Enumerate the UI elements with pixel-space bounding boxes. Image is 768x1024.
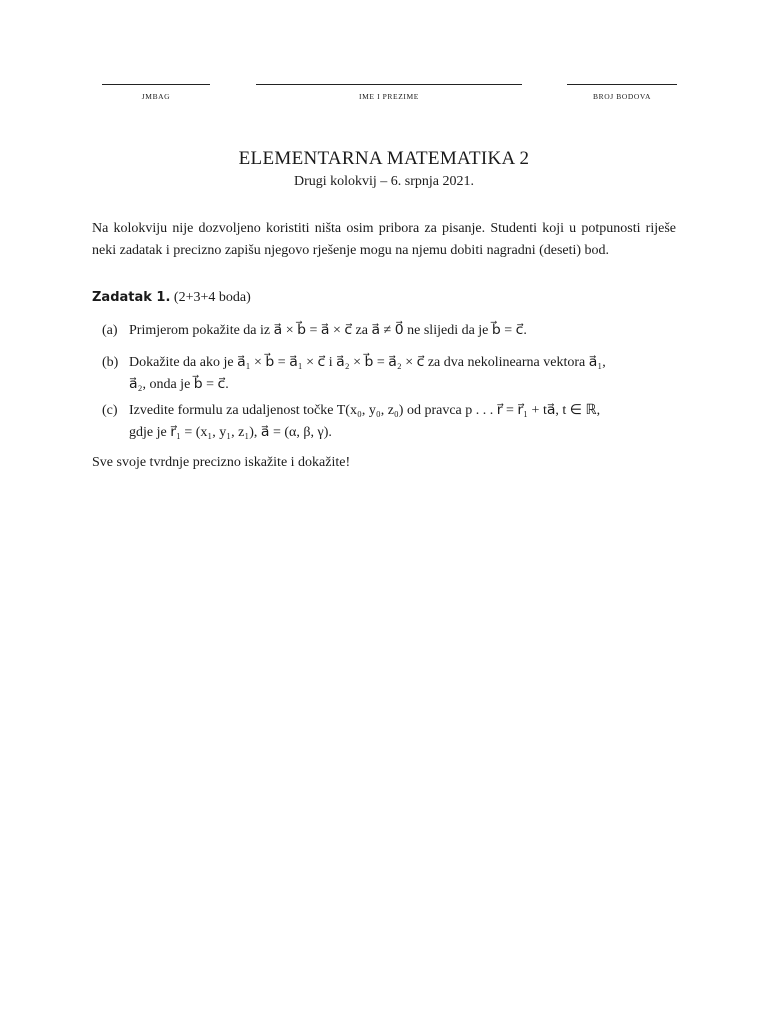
- name-line: [256, 84, 522, 85]
- item-text-line2: a⃗₂, onda je b⃗ = c⃗.: [129, 376, 229, 392]
- jmbag-line: [102, 84, 210, 85]
- task-heading: [92, 290, 251, 306]
- task-points: (2+3+4 boda): [173, 290, 251, 305]
- points-line: [567, 84, 677, 85]
- item-label: (b): [102, 355, 119, 370]
- jmbag-label: JMBAG: [141, 92, 171, 101]
- name-label: IME I PREZIME: [359, 92, 419, 101]
- item-text: Primjerom pokažite da iz a⃗ × b⃗ = a⃗ × c⃗ za a⃗ ≠ 0⃗ ne slijedi da je b⃗ = c⃗.: [129, 323, 527, 338]
- task-item-a: [102, 320, 676, 342]
- exam-subtitle: Drugi kolokvij – 6. srpnja 2021.: [293, 174, 475, 189]
- item-text-line2: gdje je r⃗₁ = (x₁, y₁, z₁), a⃗ = (α, β, γ).: [129, 424, 332, 440]
- item-label: (c): [102, 403, 118, 418]
- exam-title: ELEMENTARNA MATEMATIKA 2: [238, 148, 530, 169]
- item-label: (a): [102, 323, 118, 338]
- closing-note: Sve svoje tvrdnje precizno iskažite i dokažite!: [92, 455, 351, 470]
- item-text-line1: Dokažite da ako je a⃗₁ × b⃗ = a⃗₁ × c⃗ i a⃗₂ × b⃗ = a⃗₂ × c⃗ za dva nekolinearna vektora a⃗₁,: [129, 355, 606, 370]
- task-item-b: [102, 352, 676, 395]
- item-text-line1: Izvedite formulu za udaljenost točke T(x₀, y₀, z₀) od pravca p . . . r⃗ = r⃗₁ + ta⃗, t ∈ ℝ,: [129, 403, 601, 418]
- task-title: Zadatak 1.: [92, 290, 171, 305]
- task-item-c: [102, 400, 676, 443]
- intro-paragraph: Na kolokviju nije dozvoljeno koristiti ništa osim pribora za pisanje. Studenti koji u potpunosti riješe neki zadatak i precizno zapišu njegovo rješenje mogu na njemu dobiti nagradni (deseti) bod.: [92, 221, 676, 258]
- points-label: BROJ BODOVA: [593, 92, 651, 101]
